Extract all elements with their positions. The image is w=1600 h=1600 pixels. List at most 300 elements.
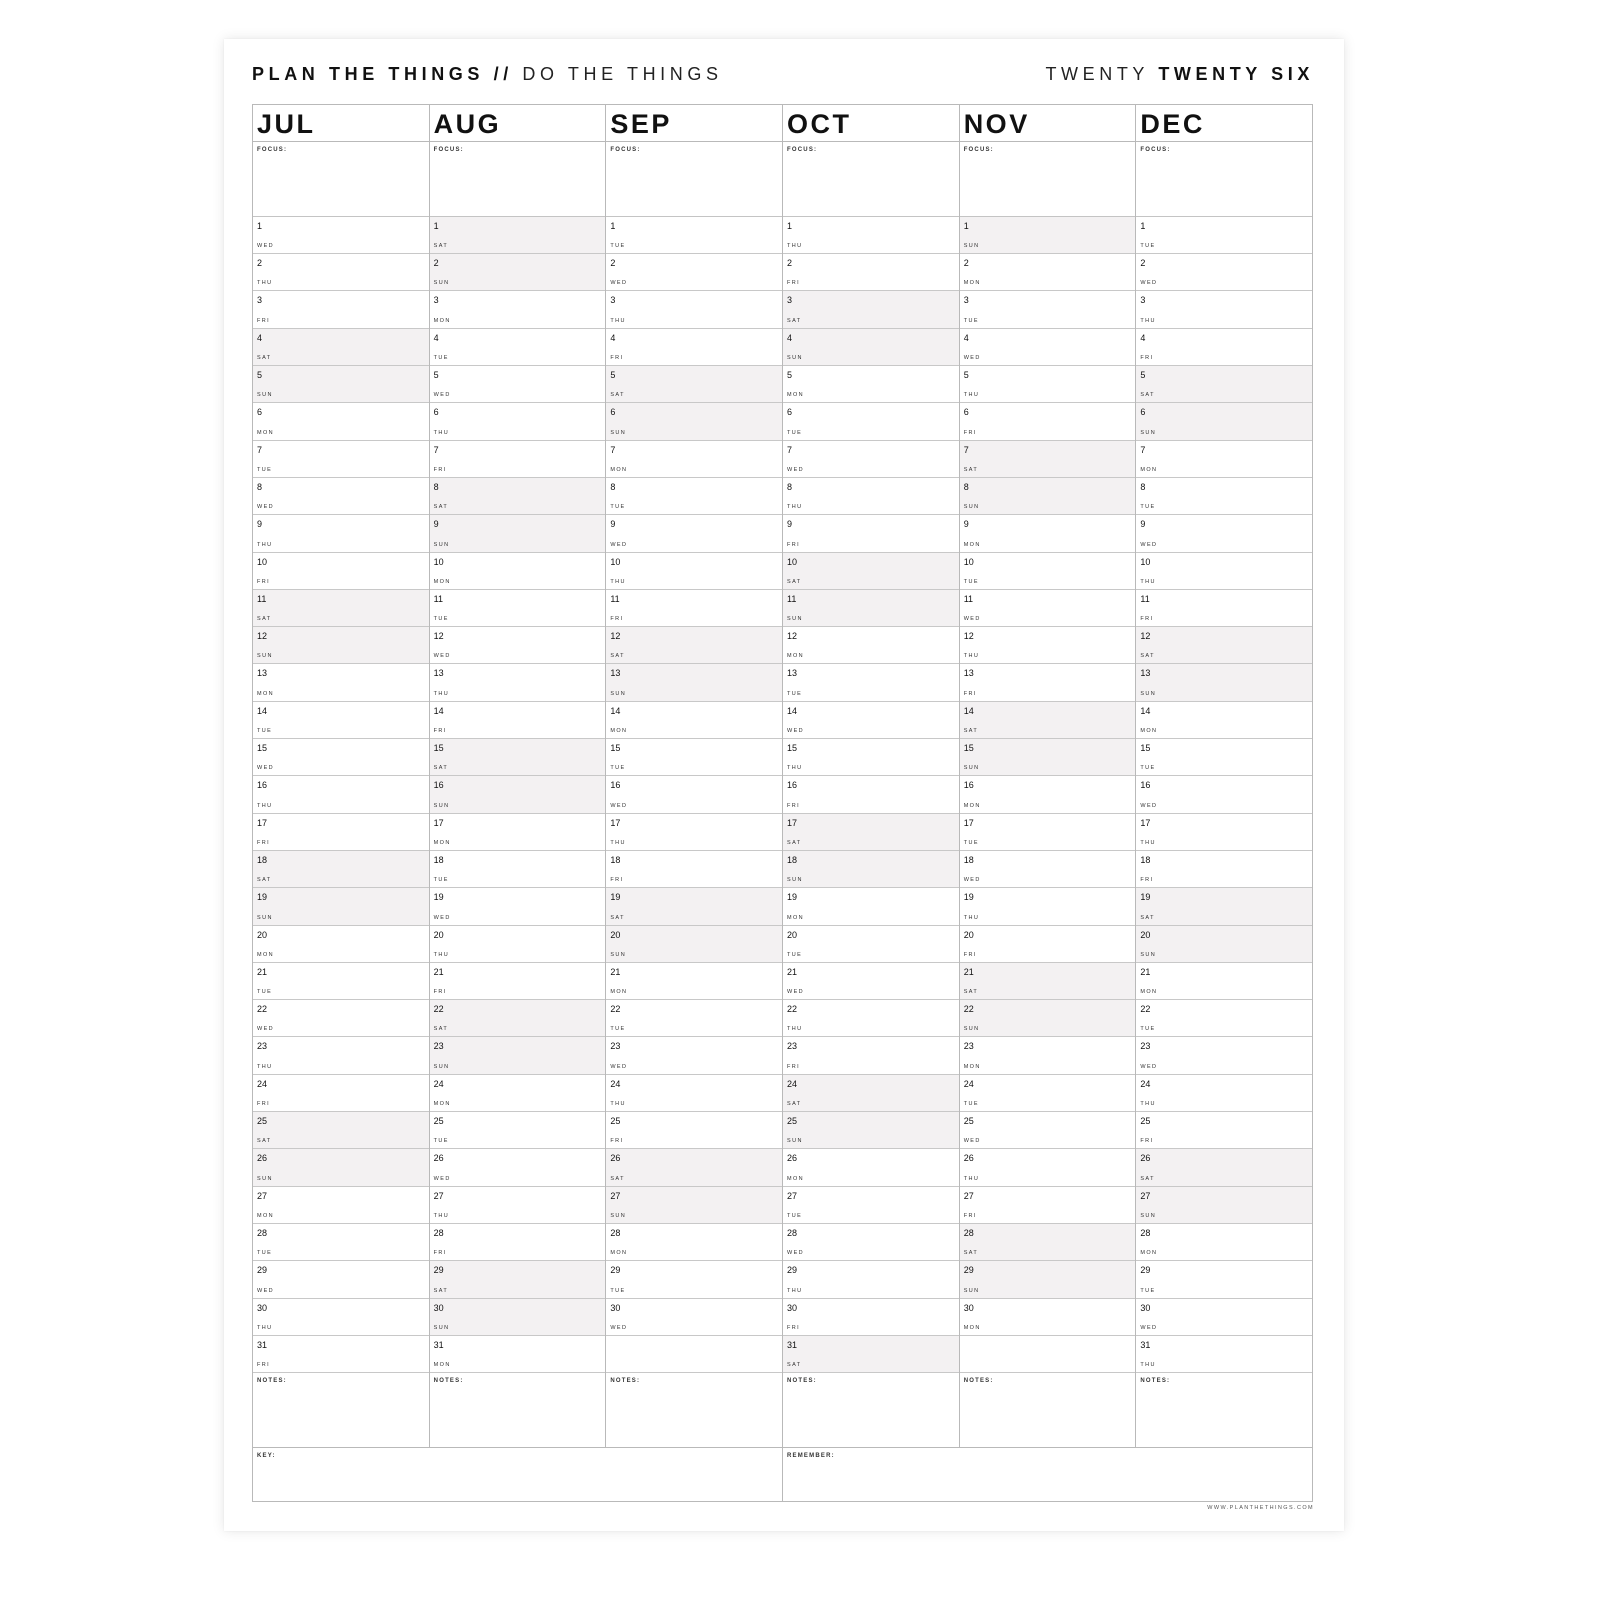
day-cell[interactable] (430, 366, 606, 403)
weekday-label: WED (257, 504, 275, 511)
day-cell[interactable] (1136, 776, 1312, 813)
weekday-label: FRI (610, 1138, 624, 1145)
day-cell[interactable] (253, 963, 429, 1000)
day-cell[interactable] (430, 553, 606, 590)
notes-box[interactable] (606, 1373, 782, 1447)
day-cell[interactable] (430, 403, 606, 440)
day-cell[interactable] (960, 217, 1136, 254)
day-cell[interactable] (783, 776, 959, 813)
day-cell[interactable] (606, 1149, 782, 1186)
day-cell[interactable] (783, 1299, 959, 1336)
day-cell[interactable] (783, 627, 959, 664)
day-cell[interactable] (253, 1336, 429, 1373)
weekday-label: WED (610, 280, 628, 287)
day-cell[interactable] (960, 664, 1136, 701)
day-number: 12 (1140, 631, 1151, 642)
day-cell[interactable] (430, 888, 606, 925)
day-number: 19 (610, 892, 621, 903)
day-number: 18 (963, 854, 974, 865)
day-cell[interactable] (960, 1075, 1136, 1112)
day-number: 14 (787, 705, 798, 716)
day-cell[interactable] (253, 627, 429, 664)
day-cell[interactable] (783, 739, 959, 776)
day-cell[interactable] (960, 478, 1136, 515)
day-number: 21 (787, 966, 798, 977)
day-cell[interactable] (430, 291, 606, 328)
notes-box[interactable] (1136, 1373, 1312, 1447)
day-cell[interactable] (606, 515, 782, 552)
day-cell[interactable] (430, 515, 606, 552)
weekday-label: WED (257, 1287, 275, 1294)
day-cell[interactable] (430, 926, 606, 963)
day-cell[interactable] (606, 926, 782, 963)
day-cell[interactable] (606, 329, 782, 366)
day-number: 1 (1140, 220, 1146, 231)
day-cell[interactable] (783, 1187, 959, 1224)
weekday-label: SUN (433, 280, 450, 287)
day-cell[interactable] (253, 366, 429, 403)
day-cell[interactable] (1136, 329, 1312, 366)
day-cell[interactable] (606, 1187, 782, 1224)
day-cell[interactable] (1136, 1037, 1312, 1074)
weekday-label: SAT (610, 653, 625, 660)
day-cell[interactable] (1136, 1224, 1312, 1261)
day-number: 10 (257, 556, 268, 567)
weekday-label: THU (257, 1063, 273, 1070)
focus-box[interactable] (1136, 142, 1312, 217)
notes-label: NOTES: (257, 1378, 287, 1385)
day-cell[interactable] (430, 664, 606, 701)
weekday-label: SUN (610, 690, 627, 697)
weekday-label: SUN (963, 1026, 980, 1033)
day-cell[interactable] (253, 664, 429, 701)
day-cell[interactable] (783, 403, 959, 440)
weekday-label: SUN (433, 802, 450, 809)
day-cell[interactable] (606, 553, 782, 590)
day-cell[interactable] (1136, 739, 1312, 776)
day-cell[interactable] (606, 478, 782, 515)
weekday-label: SAT (963, 1250, 979, 1257)
weekday-label: TUE (433, 1138, 449, 1145)
month-header: JUL (253, 105, 429, 142)
day-cell[interactable] (253, 1299, 429, 1336)
day-number: 7 (610, 444, 616, 455)
day-cell[interactable] (1136, 478, 1312, 515)
day-cell[interactable] (783, 366, 959, 403)
key-box[interactable] (253, 1448, 783, 1501)
day-cell[interactable] (253, 217, 429, 254)
day-cell[interactable] (1136, 888, 1312, 925)
day-number: 26 (610, 1153, 621, 1164)
day-cell[interactable] (783, 478, 959, 515)
day-number: 19 (787, 892, 798, 903)
day-cell[interactable] (606, 291, 782, 328)
weekday-label: THU (787, 1026, 803, 1033)
day-cell[interactable] (430, 702, 606, 739)
day-cell[interactable] (960, 254, 1136, 291)
day-cell[interactable] (606, 1299, 782, 1336)
day-number: 22 (787, 1004, 798, 1015)
day-number: 7 (963, 444, 969, 455)
day-cell[interactable] (430, 851, 606, 888)
day-cell[interactable] (960, 1336, 1136, 1373)
day-cell[interactable] (783, 664, 959, 701)
weekday-label: THU (963, 653, 980, 660)
day-cell[interactable] (253, 553, 429, 590)
day-number: 21 (963, 966, 974, 977)
day-number: 4 (433, 332, 439, 343)
day-cell[interactable] (606, 217, 782, 254)
day-number: 26 (787, 1153, 798, 1164)
day-number: 16 (1140, 780, 1151, 791)
weekday-label: MON (963, 280, 981, 287)
day-number: 20 (433, 929, 444, 940)
day-cell[interactable] (606, 1075, 782, 1112)
day-cell[interactable] (783, 926, 959, 963)
day-cell[interactable] (430, 1075, 606, 1112)
weekday-label: THU (1140, 1101, 1156, 1108)
day-cell[interactable] (430, 814, 606, 851)
day-cell[interactable] (783, 1075, 959, 1112)
weekday-label: FRI (433, 728, 447, 735)
day-cell[interactable] (430, 1224, 606, 1261)
day-number: 9 (610, 519, 616, 530)
day-cell[interactable] (430, 963, 606, 1000)
day-cell[interactable] (1136, 441, 1312, 478)
day-cell[interactable] (606, 627, 782, 664)
day-cell[interactable] (253, 403, 429, 440)
day-cell[interactable] (1136, 291, 1312, 328)
day-number: 5 (787, 370, 793, 381)
day-cell[interactable] (783, 1261, 959, 1298)
day-cell[interactable] (606, 664, 782, 701)
weekday-label: SAT (433, 504, 449, 511)
day-cell[interactable] (960, 329, 1136, 366)
day-cell[interactable] (960, 963, 1136, 1000)
weekday-label: TUE (433, 355, 449, 362)
day-cell[interactable] (1136, 627, 1312, 664)
day-cell[interactable] (960, 1112, 1136, 1149)
day-cell[interactable] (960, 441, 1136, 478)
day-cell[interactable] (783, 963, 959, 1000)
day-cell[interactable] (960, 590, 1136, 627)
day-number: 20 (610, 929, 621, 940)
day-number: 5 (433, 370, 439, 381)
day-cell[interactable] (430, 254, 606, 291)
day-cell[interactable] (606, 1224, 782, 1261)
day-cell[interactable] (430, 1299, 606, 1336)
day-cell[interactable] (960, 515, 1136, 552)
day-cell[interactable] (960, 1224, 1136, 1261)
day-cell[interactable] (253, 1261, 429, 1298)
day-cell[interactable] (606, 888, 782, 925)
day-cell[interactable] (606, 441, 782, 478)
day-cell[interactable] (253, 441, 429, 478)
day-cell[interactable] (783, 441, 959, 478)
day-cell[interactable] (430, 478, 606, 515)
month-column-jul (253, 105, 430, 1447)
day-number: 20 (963, 929, 974, 940)
day-cell[interactable] (253, 291, 429, 328)
day-cell[interactable] (960, 1261, 1136, 1298)
day-cell[interactable] (430, 739, 606, 776)
weekday-label: FRI (787, 280, 801, 287)
day-cell[interactable] (1136, 1336, 1312, 1373)
weekday-label: FRI (610, 877, 624, 884)
day-cell[interactable] (606, 590, 782, 627)
day-cell[interactable] (430, 627, 606, 664)
day-cell[interactable] (1136, 851, 1312, 888)
day-cell[interactable] (1136, 1261, 1312, 1298)
day-cell[interactable] (430, 1037, 606, 1074)
day-cell[interactable] (253, 814, 429, 851)
day-cell[interactable] (783, 291, 959, 328)
year-light: TWENTY (1045, 64, 1149, 84)
day-cell[interactable] (783, 553, 959, 590)
day-cell[interactable] (430, 1261, 606, 1298)
day-cell[interactable] (253, 702, 429, 739)
remember-box[interactable] (783, 1448, 1312, 1501)
notes-box[interactable] (253, 1373, 429, 1447)
weekday-label: WED (963, 1138, 981, 1145)
day-cell[interactable] (253, 1037, 429, 1074)
weekday-label: THU (433, 1212, 450, 1219)
day-cell[interactable] (253, 478, 429, 515)
day-cell[interactable] (1136, 814, 1312, 851)
focus-box[interactable] (606, 142, 782, 217)
weekday-label: SAT (787, 1101, 802, 1108)
day-cell[interactable] (960, 776, 1136, 813)
day-cell[interactable] (253, 1224, 429, 1261)
day-cell[interactable] (1136, 366, 1312, 403)
day-cell[interactable] (1136, 1075, 1312, 1112)
day-cell[interactable] (253, 590, 429, 627)
day-number: 2 (1140, 258, 1146, 269)
day-cell[interactable] (606, 702, 782, 739)
focus-box[interactable] (430, 142, 606, 217)
day-cell[interactable] (606, 366, 782, 403)
day-cell[interactable] (430, 441, 606, 478)
day-number: 4 (610, 332, 616, 343)
day-number: 15 (610, 743, 621, 754)
day-cell[interactable] (1136, 1149, 1312, 1186)
focus-box[interactable] (253, 142, 429, 217)
bottom-section (253, 1447, 1312, 1501)
day-cell[interactable] (430, 329, 606, 366)
weekday-label: SUN (610, 1212, 627, 1219)
day-cell[interactable] (430, 776, 606, 813)
day-cell[interactable] (960, 1037, 1136, 1074)
day-number: 7 (787, 444, 793, 455)
day-cell[interactable] (960, 739, 1136, 776)
day-cell[interactable] (783, 851, 959, 888)
day-number: 27 (963, 1190, 974, 1201)
day-cell[interactable] (253, 254, 429, 291)
day-cell[interactable] (1136, 515, 1312, 552)
day-cell[interactable] (606, 1037, 782, 1074)
day-cell[interactable] (1136, 217, 1312, 254)
day-cell[interactable] (606, 1261, 782, 1298)
day-cell[interactable] (430, 1149, 606, 1186)
notes-box[interactable] (960, 1373, 1136, 1447)
day-cell[interactable] (783, 515, 959, 552)
day-cell[interactable] (1136, 553, 1312, 590)
weekday-label: THU (433, 951, 450, 958)
day-cell[interactable] (1136, 702, 1312, 739)
day-number: 12 (963, 631, 974, 642)
day-cell[interactable] (783, 1112, 959, 1149)
day-number: 15 (1140, 743, 1151, 754)
day-cell[interactable] (960, 814, 1136, 851)
weekday-label: SUN (257, 653, 273, 660)
day-number: 16 (610, 780, 621, 791)
day-cell[interactable] (960, 403, 1136, 440)
day-number: 6 (610, 407, 616, 418)
day-cell[interactable] (430, 1112, 606, 1149)
weekday-label: WED (610, 802, 628, 809)
day-cell[interactable] (606, 739, 782, 776)
day-cell[interactable] (783, 590, 959, 627)
day-cell[interactable] (253, 851, 429, 888)
focus-box[interactable] (783, 142, 959, 217)
day-cell[interactable] (606, 1336, 782, 1373)
day-number: 11 (1140, 593, 1150, 604)
day-cell[interactable] (1136, 1299, 1312, 1336)
day-cell[interactable] (606, 851, 782, 888)
day-cell[interactable] (253, 1000, 429, 1037)
day-number: 26 (1140, 1153, 1151, 1164)
day-number: 8 (1140, 481, 1146, 492)
notes-label: NOTES: (433, 1378, 464, 1385)
day-cell[interactable] (783, 329, 959, 366)
weekday-label: WED (257, 765, 275, 772)
day-cell[interactable] (960, 627, 1136, 664)
day-cell[interactable] (430, 1336, 606, 1373)
weekday-label: THU (963, 392, 980, 399)
day-number: 31 (257, 1339, 268, 1350)
day-number: 16 (257, 780, 268, 791)
day-number: 11 (610, 593, 620, 604)
day-cell[interactable] (606, 254, 782, 291)
day-cell[interactable] (1136, 254, 1312, 291)
day-cell[interactable] (960, 702, 1136, 739)
day-number: 23 (963, 1041, 974, 1052)
day-cell[interactable] (960, 851, 1136, 888)
focus-box[interactable] (960, 142, 1136, 217)
day-cell[interactable] (430, 590, 606, 627)
notes-box[interactable] (783, 1373, 959, 1447)
day-cell[interactable] (783, 888, 959, 925)
day-cell[interactable] (960, 291, 1136, 328)
day-cell[interactable] (606, 403, 782, 440)
remember-label: REMEMBER: (787, 1453, 835, 1459)
day-cell[interactable] (430, 1187, 606, 1224)
day-number: 20 (257, 929, 268, 940)
day-cell[interactable] (1136, 1112, 1312, 1149)
day-number: 13 (257, 668, 268, 679)
focus-label: FOCUS: (257, 147, 288, 153)
weekday-label: SAT (433, 1287, 449, 1294)
day-cell[interactable] (783, 254, 959, 291)
weekday-label: WED (610, 541, 628, 548)
day-cell[interactable] (1136, 963, 1312, 1000)
day-cell[interactable] (783, 1000, 959, 1037)
day-cell[interactable] (606, 776, 782, 813)
day-cell[interactable] (960, 1000, 1136, 1037)
day-cell[interactable] (1136, 926, 1312, 963)
day-cell[interactable] (960, 1299, 1136, 1336)
day-cell[interactable] (960, 926, 1136, 963)
weekday-label: WED (433, 392, 451, 399)
day-cell[interactable] (253, 1149, 429, 1186)
day-number: 6 (433, 407, 439, 418)
day-number: 21 (610, 966, 621, 977)
day-cell[interactable] (783, 702, 959, 739)
weekday-label: SAT (610, 1175, 625, 1182)
day-cell[interactable] (1136, 590, 1312, 627)
notes-label: NOTES: (963, 1378, 994, 1385)
day-cell[interactable] (253, 926, 429, 963)
weekday-label: SAT (610, 914, 625, 921)
day-cell[interactable] (1136, 1187, 1312, 1224)
day-cell[interactable] (960, 366, 1136, 403)
day-cell[interactable] (783, 1224, 959, 1261)
day-cell[interactable] (606, 1000, 782, 1037)
day-cell[interactable] (1136, 403, 1312, 440)
day-number: 29 (433, 1265, 444, 1276)
day-cell[interactable] (253, 1075, 429, 1112)
weekday-label: SUN (257, 392, 273, 399)
day-cell[interactable] (606, 1112, 782, 1149)
day-cell[interactable] (253, 739, 429, 776)
notes-box[interactable] (430, 1373, 606, 1447)
day-cell[interactable] (783, 217, 959, 254)
day-cell[interactable] (430, 1000, 606, 1037)
day-cell[interactable] (606, 814, 782, 851)
weekday-label: SUN (963, 504, 980, 511)
weekday-label: TUE (1140, 504, 1156, 511)
day-cell[interactable] (783, 1149, 959, 1186)
day-cell[interactable] (960, 553, 1136, 590)
day-number: 14 (257, 705, 268, 716)
day-cell[interactable] (253, 888, 429, 925)
day-cell[interactable] (430, 217, 606, 254)
day-cell[interactable] (960, 1187, 1136, 1224)
day-cell[interactable] (960, 1149, 1136, 1186)
day-cell[interactable] (253, 776, 429, 813)
day-cell[interactable] (783, 1336, 959, 1373)
day-cell[interactable] (253, 329, 429, 366)
weekday-label: SUN (1140, 429, 1157, 436)
day-cell[interactable] (783, 814, 959, 851)
day-cell[interactable] (1136, 664, 1312, 701)
day-cell[interactable] (253, 1187, 429, 1224)
day-cell[interactable] (253, 515, 429, 552)
day-number: 6 (257, 407, 263, 418)
day-number: 10 (433, 556, 444, 567)
weekday-label: SUN (963, 765, 980, 772)
day-cell[interactable] (606, 963, 782, 1000)
day-cell[interactable] (960, 888, 1136, 925)
weekday-label: THU (610, 1101, 626, 1108)
day-cell[interactable] (1136, 1000, 1312, 1037)
day-number: 9 (1140, 519, 1146, 530)
day-cell[interactable] (253, 1112, 429, 1149)
weekday-label: SUN (787, 616, 803, 623)
weekday-label: MON (257, 951, 275, 958)
day-number: 3 (610, 295, 616, 306)
day-cell[interactable] (783, 1037, 959, 1074)
